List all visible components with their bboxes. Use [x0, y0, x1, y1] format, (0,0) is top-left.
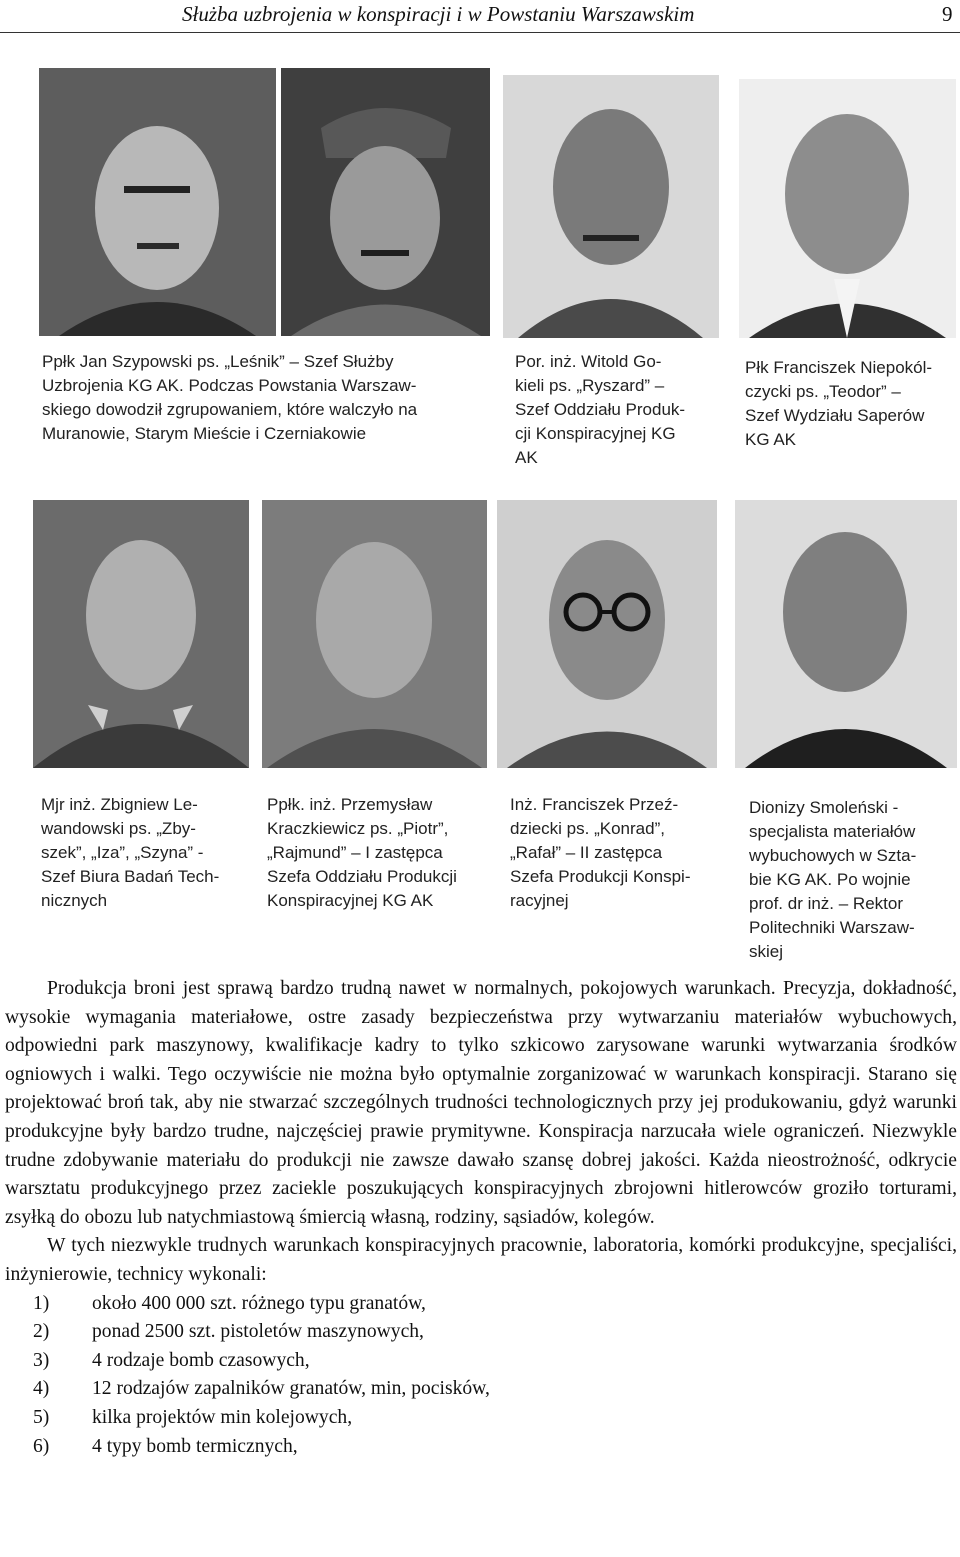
list-item: 5) kilka projektów min kolejowych, — [33, 1406, 353, 1428]
portrait-photo-smolenski — [735, 500, 957, 768]
list-item: 3) 4 rodzaje bomb czasowych, — [33, 1349, 310, 1371]
list-item: 6) 4 typy bomb termicznych, — [33, 1435, 298, 1457]
portrait-photo-szypowski — [39, 68, 276, 336]
caption-szypowski: Ppłk Jan Szypowski ps. „Leśnik” – Szef Służby Uzbrojenia KG AK. Podczas Powstania Warszaw- skiego dowodził zgrupowaniem, które walczyło na Muranowie, Starym Mieście i Czerniakowie — [42, 352, 418, 443]
paragraph-2: W tych niezwykle trudnych warunkach konspiracyjnych pracownie, laboratoria, komórki produkcyjne, specjaliści, inżynierowie, technicy wykonali: — [5, 1235, 957, 1285]
running-title: Służba uzbrojenia w konspiracji i w Powstaniu Warszawskim — [182, 2, 695, 26]
portrait-photo-lewandowski — [33, 500, 249, 768]
caption-lewandowski: Mjr inż. Zbigniew Le- wandowski ps. „Zby- szek”, „Iza”, „Szyna” - Szef Biura Badań Tech- nicznych — [41, 795, 220, 910]
portrait-photo-niepokolczycki — [739, 79, 956, 338]
body-text — [5, 975, 957, 1461]
portrait-photo-szypowski-2 — [281, 68, 490, 336]
paragraph-1: Produkcja broni jest sprawą bardzo trudną nawet w normalnych, pokojowych warunkach. Precyzja, dokładność, wysokie wymagania materiałowe, ostre zasady bezpieczeństwa przy wytwarzaniu materiałów wybuchowych, odpowiedni park maszynowy, kwalifikacje kadry to tylko szkicowo zarysowane warunki wytwarzania środków ogniowych i walki. Tego oczywiście nie można było optymalnie zorganizować w warunkach konspiracji. Starano się projektować broń tak, aby nie stwarzać szczególnych trudności technologicznych przy jej produkowaniu, gdyż warunki produkcyjne były bardzo trudne, najczęściej prawie prymitywne. Konspiracja narzucała wiele ograniczeń. Niezwykle trudne zdobywanie materiału do produkcji nie zawsze dawało szansę dobrej jakości. Każda nieostrożność, odkrycie warsztatu produkcyjnego przez zaciekle poszukujących konspiracyjnych zbrojowni hitlerowców groziło torturami, zsyłką do obozu lub natychmiastową śmiercią własną, rodziny, sąsiadów, kolegów. — [5, 978, 957, 1228]
production-list — [5, 1290, 957, 1462]
page-number: 9 — [942, 2, 953, 26]
caption-przezdziecki: Inż. Franciszek Przeź- dziecki ps. „Konrad”, „Rafał” – II zastępca Szefa Produkcji Konspi- racyjnej — [510, 795, 691, 910]
list-item: 1) około 400 000 szt. różnego typu granatów, — [33, 1292, 426, 1314]
list-item: 4) 12 rodzajów zapalników granatów, min, pocisków, — [33, 1378, 490, 1400]
caption-smolenski: Dionizy Smoleński - specjalista materiałów wybuchowych w Szta- bie KG AK. Po wojnie prof. dr inż. – Rektor Politechniki Warszaw- skiej — [749, 798, 917, 961]
portrait-photo-kraczkiewicz — [262, 500, 487, 768]
page-header — [0, 0, 960, 33]
portrait-photo-gokieli — [503, 75, 719, 338]
caption-niepokolczycki: Płk Franciszek Niepokól- czycki ps. „Teodor” – Szef Wydziału Saperów KG AK — [745, 358, 933, 449]
portrait-photo-przezdziecki — [497, 500, 717, 768]
caption-gokieli: Por. inż. Witold Go- kieli ps. „Ryszard” – Szef Oddziału Produk- cji Konspiracyjnej KG AK — [515, 352, 686, 467]
caption-kraczkiewicz: Ppłk. inż. Przemysław Kraczkiewicz ps. „Piotr”, „Rajmund” – I zastępca Szefa Oddziału Produkcji Konspiracyjnej KG AK — [267, 795, 457, 910]
list-item: 2) ponad 2500 szt. pistoletów maszynowych, — [33, 1321, 424, 1343]
